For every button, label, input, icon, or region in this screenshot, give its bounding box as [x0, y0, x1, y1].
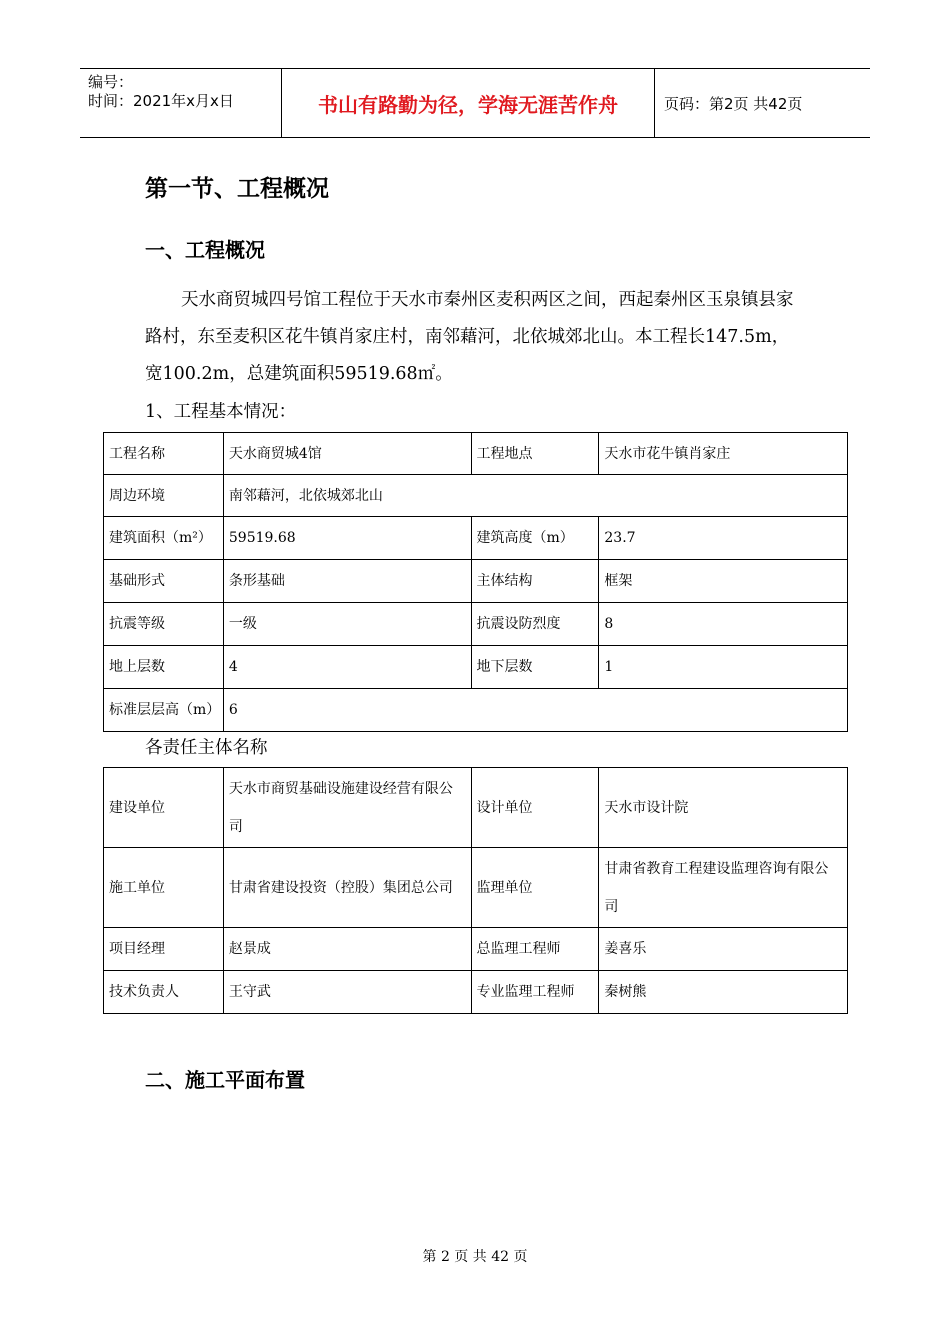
- basic-info-title: 1、工程基本情况：: [145, 402, 297, 422]
- header-date: 时间：2021年x月x日: [88, 92, 234, 110]
- table-cell: 抗震等级: [104, 603, 224, 646]
- table-row: [104, 848, 848, 928]
- table-cell: 工程名称: [104, 433, 224, 475]
- table-cell: 4: [223, 646, 471, 689]
- table-cell: 天水市设计院: [599, 768, 848, 848]
- table-cell: 专业监理工程师: [471, 971, 599, 1014]
- table-row: [104, 560, 848, 603]
- table-cell: 标准层层高（m）: [104, 689, 224, 732]
- table-cell: 设计单位: [471, 768, 599, 848]
- table-cell: 1: [599, 646, 848, 689]
- table-cell: 基础形式: [104, 560, 224, 603]
- table-row: [104, 603, 848, 646]
- heading-site-layout: 二、施工平面布置: [145, 1068, 305, 1092]
- table-row: [104, 928, 848, 971]
- table-row: [104, 971, 848, 1014]
- table-cell: 项目经理: [104, 928, 224, 971]
- page-header: [80, 68, 870, 138]
- table-cell: 建筑面积（m²）: [104, 517, 224, 560]
- header-divider: [654, 69, 655, 137]
- page-footer: 第 2 页 共 42 页: [422, 1249, 528, 1265]
- table-row: [104, 475, 848, 517]
- table-cell: 工程地点: [471, 433, 599, 475]
- table-cell: 8: [599, 603, 848, 646]
- table-row: [104, 768, 848, 848]
- intro-paragraph: 天水商贸城四号馆工程位于天水市秦州区麦积两区之间，西起秦州区玉泉镇县家路村，东至麦积区花牛镇肖家庄村，南邻藉河，北依城郊北山。本工程长147.5m，宽100.2m，总建筑面积59519.68㎡。: [145, 290, 794, 384]
- table-cell: 建筑高度（m）: [471, 517, 599, 560]
- table-cell: 姜喜乐: [599, 928, 848, 971]
- table-cell: 甘肃省教育工程建设监理咨询有限公司: [599, 848, 848, 928]
- basic-info-table: [103, 432, 848, 732]
- table-cell: 地上层数: [104, 646, 224, 689]
- table-cell: 抗震设防烈度: [471, 603, 599, 646]
- table-cell: 周边环境: [104, 475, 224, 517]
- table-cell: 王守武: [223, 971, 471, 1014]
- table-cell: 施工单位: [104, 848, 224, 928]
- section-title: 第一节、工程概况: [145, 176, 329, 202]
- table-cell: 监理单位: [471, 848, 599, 928]
- header-meta: [88, 73, 234, 111]
- table-cell: 建设单位: [104, 768, 224, 848]
- parties-title: 各责任主体名称: [145, 738, 268, 758]
- table-row: [104, 433, 848, 475]
- header-motto: 书山有路勤为径，学海无涯苦作舟: [318, 92, 618, 117]
- table-cell: 南邻藉河，北依城郊北山: [223, 475, 847, 517]
- table-row: [104, 517, 848, 560]
- table-cell: 赵景成: [223, 928, 471, 971]
- table-cell: 天水市花牛镇肖家庄: [599, 433, 848, 475]
- header-page-info: 页码：第2页 共42页: [664, 95, 803, 113]
- table-cell: 技术负责人: [104, 971, 224, 1014]
- table-cell: 甘肃省建设投资（控股）集团总公司: [223, 848, 471, 928]
- heading-overview: 一、工程概况: [145, 238, 265, 262]
- table-cell: 地下层数: [471, 646, 599, 689]
- table-cell: 天水市商贸基础设施建设经营有限公司: [223, 768, 471, 848]
- table-cell: 框架: [599, 560, 848, 603]
- table-cell: 天水商贸城4馆: [223, 433, 471, 475]
- table-row: [104, 646, 848, 689]
- header-code: 编号：: [88, 73, 134, 91]
- table-cell: 23.7: [599, 517, 848, 560]
- table-cell: 秦树熊: [599, 971, 848, 1014]
- table-row: [104, 689, 848, 732]
- table-cell: 总监理工程师: [471, 928, 599, 971]
- table-cell: 6: [223, 689, 847, 732]
- table-cell: 主体结构: [471, 560, 599, 603]
- table-cell: 一级: [223, 603, 471, 646]
- table-cell: 59519.68: [223, 517, 471, 560]
- table-cell: 条形基础: [223, 560, 471, 603]
- parties-table: [103, 767, 848, 1014]
